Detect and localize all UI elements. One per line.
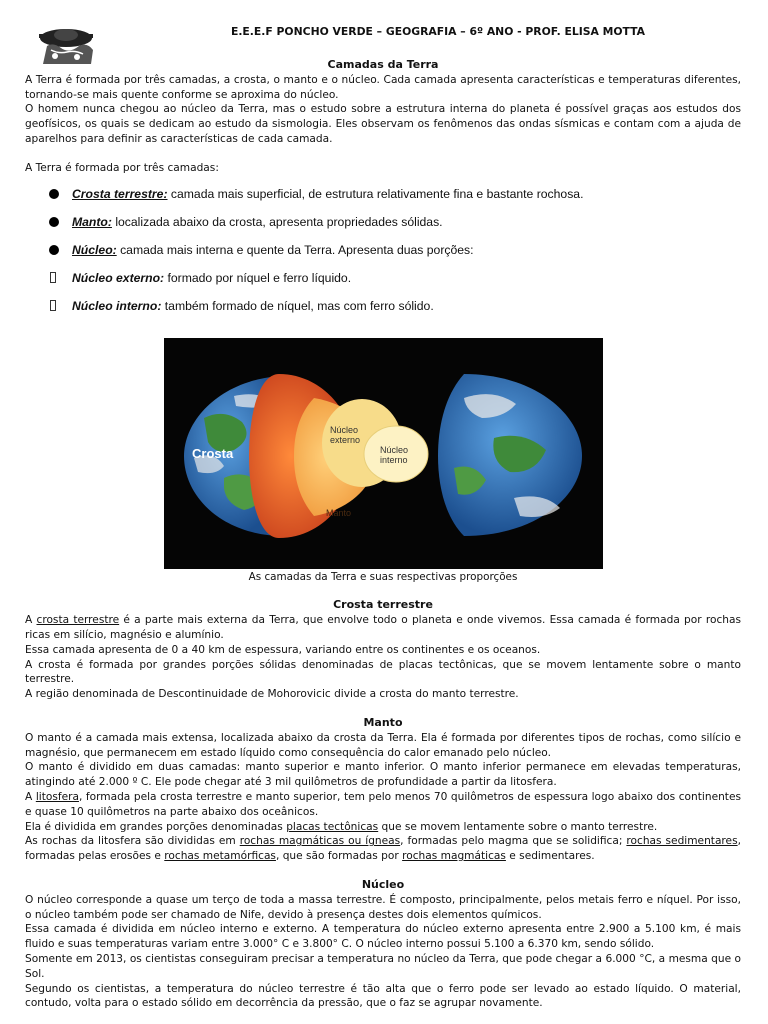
list-item-term: Núcleo interno: bbox=[72, 298, 162, 313]
bullet-dot-icon bbox=[49, 189, 59, 199]
link-rochas-metamorficas[interactable]: rochas metamórficas bbox=[164, 850, 276, 863]
list-item-desc: localizada abaixo da crosta, apresenta propriedades sólidas. bbox=[111, 214, 443, 229]
list-item-desc: camada mais superficial, de estrutura relativamente fina e bastante rochosa. bbox=[167, 186, 584, 201]
label-nucleo-interno-1: Núcleo bbox=[380, 444, 409, 455]
link-rochas-magmaticas[interactable]: rochas magmáticas bbox=[402, 850, 506, 863]
intro-title: Camadas da Terra bbox=[327, 58, 439, 71]
list-item-term: Manto: bbox=[72, 214, 112, 229]
nucleo-paragraph-1: O núcleo corresponde a quase um terço de toda a massa terrestre. É composto, principalmente, pelos metais ferro e níquel. Por isso, o núcleo também pode ser chamado de Nife, devido à presença destes dois elementos químicos. bbox=[25, 893, 741, 921]
label-nucleo-interno-2: interno bbox=[380, 454, 408, 465]
section-manto bbox=[25, 716, 741, 864]
intro-paragraph-2: O homem nunca chegou ao núcleo da Terra, mas o estudo sobre a estrutura interna do planeta é possível graças aos estudos dos geofísicos, os quais se dedicam ao estudo da sismologia. Eles observam os fenômenos das ondas sísmicas e contam com a ajuda de aparelhos para definir as características de cada camada. bbox=[25, 103, 741, 145]
label-nucleo-externo-1: Núcleo bbox=[330, 424, 359, 435]
label-nucleo-externo-2: externo bbox=[330, 434, 361, 445]
bullet-dot-icon bbox=[49, 245, 59, 255]
crosta-title: Crosta terrestre bbox=[333, 598, 433, 612]
list-item-nucleo-externo bbox=[25, 264, 741, 292]
label-manto: Manto bbox=[326, 507, 352, 518]
list-item-desc: formado por níquel e ferro líquido. bbox=[164, 270, 352, 285]
earth-layers-figure bbox=[164, 338, 603, 569]
link-placas-tectonicas[interactable]: placas tectônicas bbox=[286, 820, 379, 833]
crosta-paragraph-4: A região denominada de Descontinuidade de Mohorovicic divide a crosta do manto terrestre. bbox=[25, 688, 519, 701]
figure-caption: As camadas da Terra e suas respectivas proporções bbox=[248, 570, 518, 583]
bullet-dot-icon bbox=[49, 217, 59, 227]
link-crosta-terrestre[interactable]: crosta terrestre bbox=[36, 614, 120, 627]
link-rochas-sedimentares[interactable]: rochas sedimentares bbox=[626, 835, 738, 848]
document-page bbox=[25, 22, 741, 1011]
list-item-term: Núcleo externo: bbox=[72, 270, 165, 285]
list-item-desc: também formado de níquel, mas com ferro sólido. bbox=[161, 298, 434, 313]
school-title: E.E.E.F PONCHO VERDE – GEOGRAFIA – 6º ANO - PROF. ELISA MOTTA bbox=[230, 25, 646, 38]
manto-title: Manto bbox=[363, 715, 403, 729]
document-header bbox=[25, 22, 741, 58]
intro-paragraph-1: A Terra é formada por três camadas, a crosta, o manto e o núcleo. Cada camada apresenta características e temperaturas diferentes, tornando-se mais quente conforme se aproxima do núcleo. bbox=[25, 73, 741, 101]
crosta-paragraph-1: A crosta terrestre é a parte mais externa da Terra, que envolve todo o planeta e onde vivemos. Essa camada é formada por rochas ricas em silício, magnésio e alumínio. bbox=[25, 614, 742, 641]
manto-paragraph-1: O manto é a camada mais extensa, localizada abaixo da crosta da Terra. Ela é formada por diferentes tipos de rochas, como silício e magnésio, que permanecem em estado líquido como consequência do calor emanado pelo núcleo. bbox=[25, 731, 741, 759]
manto-paragraph-5: As rochas da litosfera são divididas em rochas magmáticas ou ígneas, formadas pelo magma que se solidifica; rochas sedimentares, formadas pelas erosões e rochas metamórficas, que são formadas por rochas magmáticas e sedimentares. bbox=[25, 835, 741, 863]
link-rochas-magmaticas-igneas[interactable]: rochas magmáticas ou ígneas bbox=[239, 835, 401, 848]
manto-paragraph-3: A litosfera, formada pela crosta terrestre e manto superior, tem pelo menos 70 quilômetros de espessura logo abaixo dos continentes e quase 10 quilômetros na parte abaixo dos oceânicos. bbox=[25, 790, 741, 818]
nucleo-paragraph-4: Segundo os cientistas, a temperatura do núcleo terrestre é tão alta que o ferro pode ser levado ao estado líquido. O material, contudo, volta para o estado sólido em decorrência da pressão, que o faz se agrupar novamente. bbox=[25, 982, 741, 1010]
bullet-box-icon bbox=[50, 272, 56, 283]
nucleo-paragraph-2: Essa camada é dividida em núcleo interno e externo. A temperatura do núcleo externo apresenta entre 2.900 a 5.100 km, é mais fluido e suas temperaturas variam entre 3.000° C e 3.800° C. O núcleo interno possui 5.100 a 6.370 km, sendo sólido. bbox=[25, 923, 741, 951]
list-item-nucleo-interno bbox=[25, 292, 741, 320]
list-item-term: Núcleo: bbox=[72, 242, 117, 257]
list-item-crosta bbox=[25, 180, 741, 208]
label-crosta: Crosta bbox=[192, 445, 234, 461]
layers-list bbox=[25, 180, 741, 320]
list-item-desc: camada mais interna e quente da Terra. Apresenta duas porções: bbox=[116, 242, 474, 257]
crosta-paragraph-2: Essa camada apresenta de 0 a 40 km de espessura, variando entre os continentes e os oceanos. bbox=[25, 643, 541, 656]
list-item-term: Crosta terrestre: bbox=[72, 186, 168, 201]
list-item-nucleo bbox=[25, 236, 741, 264]
earth-layers-illustration bbox=[164, 338, 603, 569]
manto-paragraph-2: O manto é dividido em duas camadas: manto superior e manto inferior. O manto inferior permanece em elevadas temperaturas, atingindo até 2.000 º C. Ele pode chegar até 3 mil quilômetros de profundidade a partir da litosfera. bbox=[25, 761, 741, 789]
crosta-paragraph-3: A crosta é formada por grandes porções sólidas denominadas de placas tectônicas, que se movem lentamente sobre o manto terrestre. bbox=[25, 658, 741, 686]
section-nucleo bbox=[25, 878, 741, 1011]
nucleo-title: Núcleo bbox=[361, 877, 405, 891]
bullet-box-icon bbox=[50, 300, 56, 311]
manto-paragraph-4: Ela é dividida em grandes porções denominadas placas tectônicas que se movem lentamente sobre o manto terrestre. bbox=[25, 820, 658, 833]
nucleo-paragraph-3: Somente em 2013, os cientistas conseguiram precisar a temperatura no núcleo da Terra, que pode chegar a 6.000 °C, a mesma que o Sol. bbox=[25, 952, 741, 980]
section-crosta bbox=[25, 598, 741, 702]
list-item-manto bbox=[25, 208, 741, 236]
link-litosfera[interactable]: litosfera bbox=[35, 790, 79, 803]
list-intro: A Terra é formada por três camadas: bbox=[25, 161, 219, 174]
